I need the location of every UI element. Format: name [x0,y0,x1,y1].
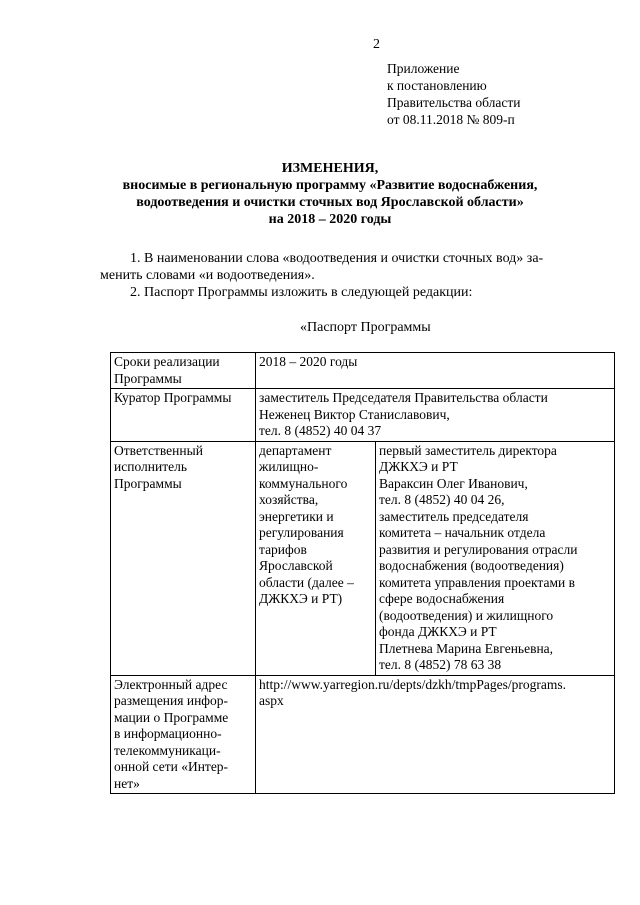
dept-line: хозяйства, [259,492,319,507]
table-row [111,389,615,442]
contacts-cell [376,441,615,675]
document-title [60,160,600,228]
contact-line: сфере водоснабжения [379,591,505,606]
appendix-line: к постановлению [387,78,487,93]
passport-caption: «Паспорт Программы [300,320,431,335]
passport-table [110,352,615,794]
page-number: 2 [373,37,380,52]
appendix-line: Правительства области [387,95,521,110]
label-line: Куратор Программы [114,390,232,405]
row-value [256,353,615,389]
dept-line: департамент [259,442,332,458]
title-line: ИЗМЕНЕНИЯ, [281,161,379,176]
row-label [111,441,256,675]
program-url[interactable]: http://www.yarregion.ru/depts/dzkh/tmpPages/programs. [259,676,566,692]
label-line: Сроки реализации [114,354,220,369]
appendix-line: от 08.11.2018 № 809-п [387,112,515,127]
value-line: 2018 – 2020 годы [259,354,358,369]
dept-line: тарифов [259,541,307,557]
row-label [111,389,256,442]
program-url[interactable]: aspx [259,693,284,708]
row-value [256,389,615,442]
label-line: телекоммуникаци- [114,742,221,758]
dept-line: Ярославской [259,558,333,573]
contact-line: заместитель председателя [379,508,529,524]
label-line: мации о Программе [114,709,229,725]
contact-line: тел. 8 (4852) 78 63 38 [379,657,502,672]
row-label [111,353,256,389]
appendix-line: Приложение [387,61,460,76]
department-cell [256,441,376,675]
paragraph-2: 2. Паспорт Программы изложить в следующей редакции: [130,285,473,300]
dept-line: коммунального [259,475,348,491]
value-line: тел. 8 (4852) 40 04 37 [259,423,382,438]
paragraph-1 [100,250,610,284]
table-row [111,353,615,389]
appendix-block [387,60,520,128]
table-row [111,675,615,794]
contact-line: комитета – начальник отдела [379,525,546,540]
label-line: в информационно- [114,726,222,741]
paragraph-line: менить словами «и водоотведения». [100,268,315,283]
contact-line: Вараксин Олег Иванович, [379,475,528,491]
contact-line: фонда ДЖКХЭ и РТ [379,624,497,639]
contact-line: водоснабжения (водоотведения) [379,558,564,573]
label-line: исполнитель [114,459,187,474]
title-line: вносимые в региональную программу «Развитие водоснабжения, [122,178,538,193]
dept-line: регулирования [259,525,344,540]
label-line: Программы [114,370,182,386]
dept-line: области (далее – [259,574,354,590]
value-line: Неженец Виктор Станиславович, [259,406,450,422]
label-line: Программы [114,475,182,491]
contact-line: тел. 8 (4852) 40 04 26, [379,492,505,507]
body-text [100,250,610,301]
label-line: онной сети «Интер- [114,759,229,774]
value-line: заместитель Председателя Правительства области [259,390,548,405]
paragraph-line: 1. В наименовании слова «водоотведения и очистки сточных вод» за- [130,251,544,266]
row-value [256,675,615,794]
contact-line: (водоотведения) и жилищного [379,607,554,623]
dept-line: энергетики и [259,508,334,524]
contact-line: Плетнева Марина Евгеньевна, [379,640,554,656]
contact-line: ДЖКХЭ и РТ [379,459,458,474]
title-line: водоотведения и очистки сточных вод Ярославской области» [136,195,524,210]
contact-line: комитета управления проектами в [379,574,575,590]
label-line: нет» [114,775,140,791]
row-label [111,675,256,794]
contact-line: первый заместитель директора [379,442,557,458]
label-line: Ответственный [114,442,203,458]
label-line: Электронный адрес [114,676,228,692]
dept-line: ДЖКХЭ и РТ) [259,591,343,606]
label-line: размещения инфор- [114,693,229,708]
title-line: на 2018 – 2020 годы [268,212,392,227]
table-row [111,441,615,675]
contact-line: развития и регулирования отрасли [379,541,578,557]
dept-line: жилищно- [259,459,319,474]
